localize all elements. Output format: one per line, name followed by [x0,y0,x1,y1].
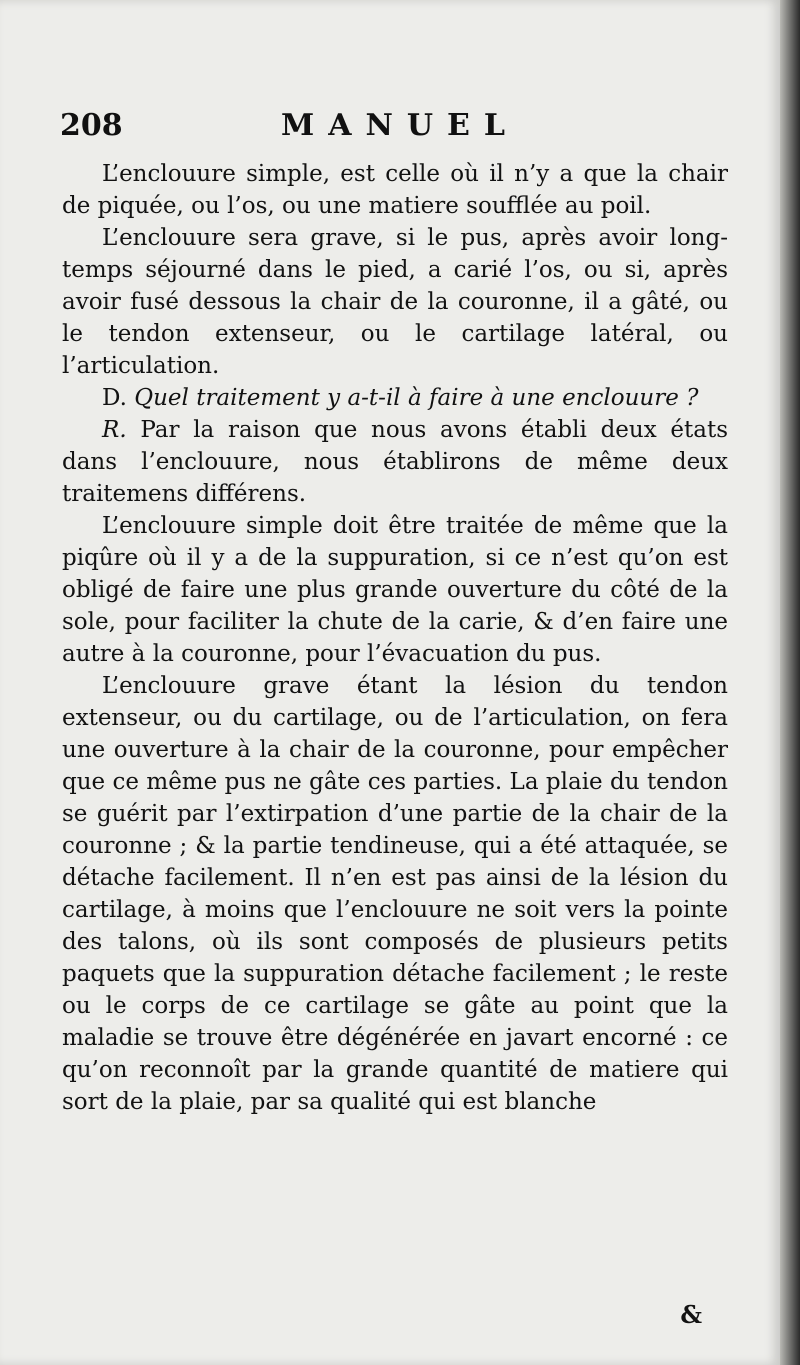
catchword: & [680,1300,702,1329]
page-header [60,108,740,152]
page-edge-shadow [780,0,800,1365]
question-text: Quel traitement y a-t-il à faire à une enclouure ? [134,385,699,411]
running-title: MANUEL [280,108,520,143]
question-paragraph [62,382,728,414]
answer-text: Par la raison que nous avons établi deux états dans l’enclouure, nous établirons de même deux traitemens différens. [62,417,728,507]
answer-label: R. [102,417,127,443]
paragraph-simple-treatment: L’enclouure simple doit être traitée de même que la piqûre où il y a de la suppuration, si ce n’est qu’on est obligé de faire une plus grande ouverture du côté de la sole, pour faciliter la chute de la carie, & d’en faire une autre à la couronne, pour l’évacuation du pus. [62,513,728,667]
page-number: 208 [60,108,123,143]
body-text [62,158,728,1118]
question-label: D. [102,385,127,411]
paragraph-grave-enclouure: L’enclouure sera grave, si le pus, après avoir long-temps séjourné dans le pied, a carié l’os, ou si, après avoir fusé dessous la chair de la couronne, il a gâté, ou le tendon extenseur, ou le cartilage latéral, ou l’articulation. [62,225,728,379]
paragraph-simple-enclouure: L’enclouure simple, est celle où il n’y a que la chair de piquée, ou l’os, ou une matiere soufflée au poil. [62,161,728,219]
answer-paragraph [62,414,728,510]
paragraph-grave-treatment: L’enclouure grave étant la lésion du tendon extenseur, ou du cartilage, ou de l’articulation, on fera une ouverture à la chair de la couronne, pour empêcher que ce même pus ne gâte ces parties. La plaie du tendon se guérit par l’extirpation d’une partie de la chair de la couronne ; & la partie tendineuse, qui a été attaquée, se détache facilement. Il n’en est pas ainsi de la lésion du cartilage, à moins que l’enclouure ne soit vers la pointe des talons, où ils sont composés de plusieurs petits paquets que la suppuration détache facilement ; le reste ou le corps de ce cartilage se gâte au point que la maladie se trouve être dégénérée en javart encorné : ce qu’on reconnoît par la grande quantité de matiere qui sort de la plaie, par sa qualité qui est blanche [62,673,728,1115]
